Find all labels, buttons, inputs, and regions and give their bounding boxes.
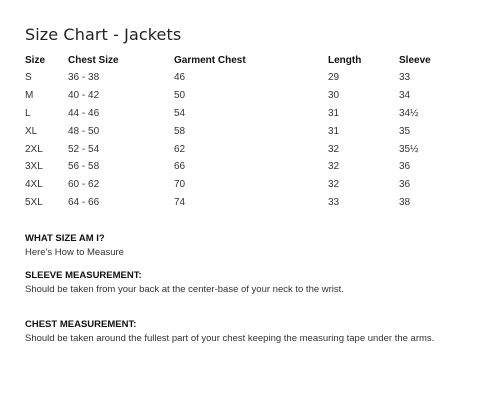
cell-sleeve: 34½ [399, 107, 419, 119]
table-row [25, 158, 445, 176]
table-row [25, 194, 445, 212]
cell-size: M [25, 90, 34, 102]
cell-garment-chest: 54 [174, 107, 186, 119]
cell-sleeve: 38 [399, 196, 411, 208]
cell-size: XL [25, 125, 38, 137]
what-size-heading: WHAT SIZE AM I? [25, 233, 105, 244]
size-table [25, 51, 445, 211]
cell-chest-size: 36 - 38 [68, 72, 100, 84]
cell-length: 32 [328, 161, 340, 173]
cell-length: 31 [328, 107, 340, 119]
header-chest-size: Chest Size [68, 54, 119, 66]
cell-chest-size: 52 - 54 [68, 143, 100, 155]
cell-chest-size: 48 - 50 [68, 125, 100, 137]
chest-measurement-section [25, 318, 434, 346]
table-row [25, 69, 445, 87]
cell-garment-chest: 46 [174, 72, 186, 84]
table-row [25, 140, 445, 158]
cell-size: S [25, 72, 32, 84]
cell-length: 29 [328, 72, 340, 84]
cell-size: 2XL [25, 143, 43, 155]
cell-garment-chest: 62 [174, 143, 186, 155]
cell-sleeve: 36 [399, 161, 411, 173]
header-length: Length [328, 54, 362, 66]
cell-garment-chest: 50 [174, 90, 186, 102]
page-title: Size Chart - Jackets [25, 25, 182, 44]
header-size: Size [25, 54, 46, 66]
cell-garment-chest: 74 [174, 196, 186, 208]
cell-garment-chest: 66 [174, 161, 186, 173]
cell-size: 3XL [25, 161, 43, 173]
sleeve-measurement-text: Should be taken from your back at the center-base of your neck to the wrist. [25, 284, 344, 295]
cell-sleeve: 34 [399, 90, 411, 102]
cell-length: 31 [328, 125, 340, 137]
cell-length: 32 [328, 179, 340, 191]
sleeve-measurement-section [25, 269, 344, 297]
cell-size: L [25, 107, 31, 119]
cell-chest-size: 44 - 46 [68, 107, 100, 119]
table-body [25, 69, 445, 211]
cell-length: 33 [328, 196, 340, 208]
cell-sleeve: 35½ [399, 143, 419, 155]
cell-chest-size: 40 - 42 [68, 90, 100, 102]
cell-chest-size: 64 - 66 [68, 196, 100, 208]
cell-sleeve: 36 [399, 179, 411, 191]
cell-chest-size: 60 - 62 [68, 179, 100, 191]
table-row [25, 87, 445, 105]
size-chart-page [25, 24, 475, 211]
sleeve-measurement-heading: SLEEVE MEASUREMENT: [25, 270, 142, 281]
cell-garment-chest: 70 [174, 179, 186, 191]
table-row [25, 105, 445, 123]
chest-measurement-text: Should be taken around the fullest part of your chest keeping the measuring tape under the arms. [25, 333, 435, 344]
what-size-text: Here's How to Measure [25, 247, 124, 258]
cell-sleeve: 35 [399, 125, 411, 137]
cell-length: 30 [328, 90, 340, 102]
header-garment-chest: Garment Chest [174, 54, 246, 66]
table-row [25, 122, 445, 140]
cell-length: 32 [328, 143, 340, 155]
table-row [25, 176, 445, 194]
table-header-row [25, 51, 445, 69]
header-sleeve: Sleeve [399, 54, 431, 66]
what-size-section [25, 232, 124, 260]
chest-measurement-heading: CHEST MEASUREMENT: [25, 319, 137, 330]
cell-garment-chest: 58 [174, 125, 186, 137]
cell-size: 5XL [25, 196, 43, 208]
cell-sleeve: 33 [399, 72, 411, 84]
cell-size: 4XL [25, 179, 43, 191]
cell-chest-size: 56 - 58 [68, 161, 100, 173]
